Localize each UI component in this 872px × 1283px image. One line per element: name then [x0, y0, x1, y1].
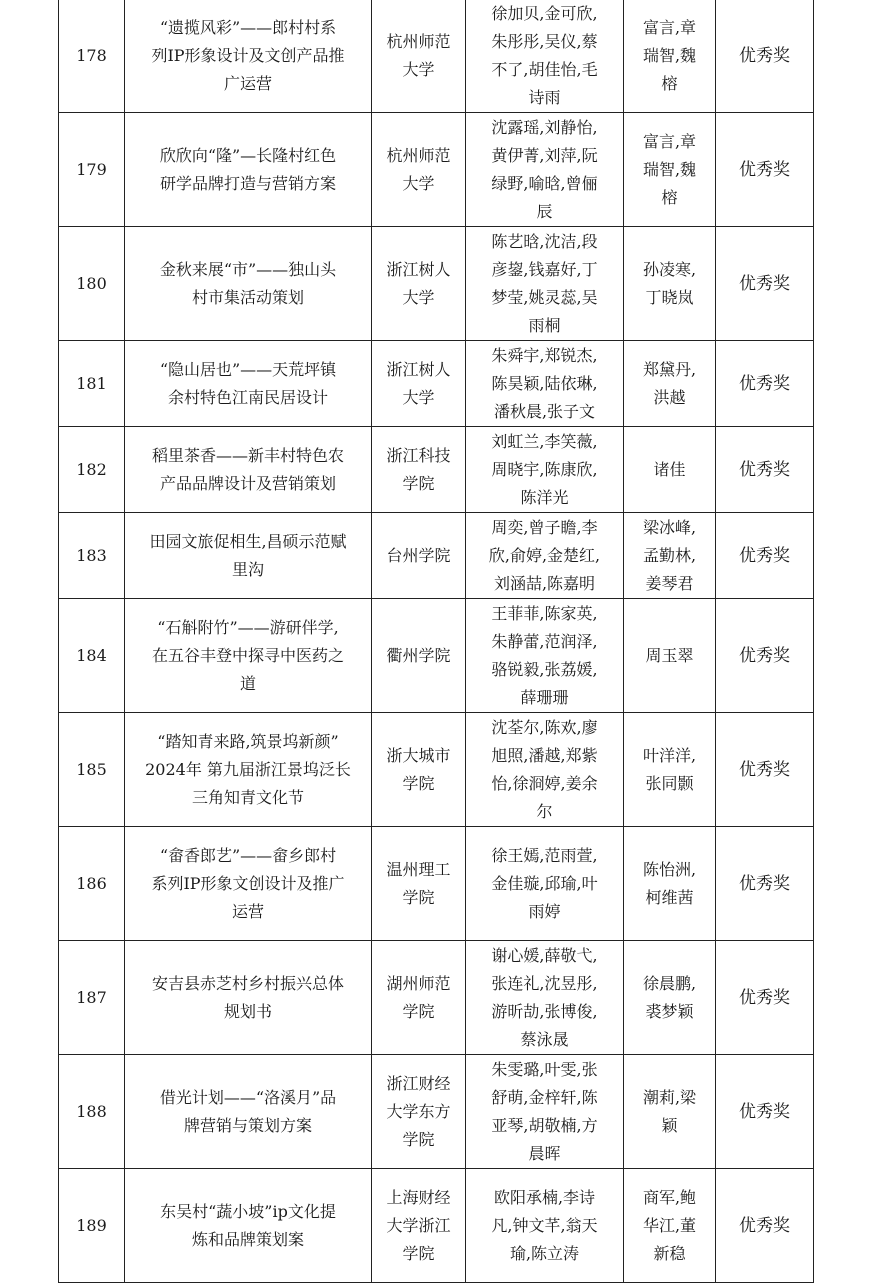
cell-project-name [125, 827, 372, 941]
cell-index [59, 599, 125, 713]
cell-advisors-line: 徐晨鹏, [642, 973, 697, 993]
awards-table-body [59, 0, 814, 1283]
cell-project-name [125, 227, 372, 341]
cell-project-name-line: 稻里茶香——新丰村特色农 [151, 445, 344, 465]
cell-award-text: 优秀奖 [739, 1101, 790, 1122]
cell-team-members-line: 陈洋光 [520, 487, 569, 507]
cell-school-line: 学院 [402, 773, 435, 793]
cell-advisors-line: 瑞智,魏 [642, 159, 697, 179]
cell-project-name-line: 在五谷丰登中探寻中医药之 [151, 645, 344, 665]
cell-team-members-line: 潘秋晨,张子文 [493, 401, 596, 421]
cell-project-name [125, 599, 372, 713]
cell-award [716, 713, 814, 827]
cell-school-line: 学院 [402, 1001, 435, 1021]
cell-advisors [624, 713, 716, 827]
cell-project-name-line: 炼和品牌策划案 [191, 1229, 304, 1249]
cell-school-line: 衢州学院 [386, 645, 451, 665]
cell-project-name-line: 三角知青文化节 [191, 787, 304, 807]
cell-advisors-line: 潮莉,梁 [642, 1087, 697, 1107]
cell-index [59, 0, 125, 113]
cell-team-members [466, 227, 624, 341]
cell-school-line: 温州理工 [386, 859, 451, 879]
table-row [59, 341, 814, 427]
cell-advisors [624, 941, 716, 1055]
cell-advisors-line: 颖 [661, 1115, 678, 1135]
cell-school-line: 大学 [402, 387, 435, 407]
cell-index-text: 180 [76, 273, 107, 293]
cell-team-members-line: 薛珊珊 [520, 687, 569, 707]
cell-project-name-line: “石斛附竹”——游研伴学, [157, 617, 339, 637]
cell-advisors-line: 姜琴君 [645, 573, 694, 593]
cell-team-members-line: 旭照,潘越,郑紫 [491, 745, 598, 765]
cell-advisors-line: 周玉翠 [645, 645, 694, 665]
cell-advisors-line: 丁晓岚 [645, 287, 694, 307]
cell-team-members-line: 梦莹,姚灵蕊,吴 [491, 287, 598, 307]
cell-team-members-line: 凡,钟文芊,翁天 [491, 1215, 598, 1235]
cell-team-members-line: 欣,俞婷,金楚红, [488, 545, 601, 565]
cell-team-members-line: 怡,徐浻婷,姜余 [491, 773, 598, 793]
cell-advisors [624, 341, 716, 427]
table-row [59, 427, 814, 513]
cell-project-name-line: 运营 [231, 901, 264, 921]
awards-table [58, 0, 814, 1283]
cell-team-members-line: 尔 [536, 801, 553, 821]
cell-team-members-line: 黄伊菁,刘萍,阮 [491, 145, 598, 165]
cell-team-members-line: 朱舜宇,郑锐杰, [491, 345, 598, 365]
cell-award-text: 优秀奖 [739, 159, 790, 180]
cell-school-line: 学院 [402, 887, 435, 907]
cell-team-members-line: 徐加贝,金可欣, [491, 3, 598, 23]
cell-index-text: 182 [76, 459, 107, 479]
table-row [59, 513, 814, 599]
cell-index [59, 713, 125, 827]
cell-school-line: 杭州师范 [386, 31, 451, 51]
cell-award-text: 优秀奖 [739, 373, 790, 394]
cell-project-name-line: 道 [239, 673, 256, 693]
cell-award [716, 513, 814, 599]
cell-project-name-line: 2024年 第九届浙江景坞泛长 [145, 759, 351, 779]
cell-school [372, 513, 466, 599]
cell-award-text: 优秀奖 [739, 1215, 790, 1236]
cell-team-members [466, 1055, 624, 1169]
cell-index-text: 184 [76, 645, 107, 665]
cell-index [59, 427, 125, 513]
cell-school [372, 599, 466, 713]
cell-team-members-line: 沈露瑶,刘静怡, [491, 117, 598, 137]
cell-advisors-line: 叶洋洋, [642, 745, 697, 765]
cell-project-name-line: 研学品牌打造与营销方案 [159, 173, 336, 193]
cell-team-members [466, 713, 624, 827]
cell-advisors [624, 599, 716, 713]
cell-school-line: 浙江树人 [386, 359, 451, 379]
cell-award [716, 1169, 814, 1283]
cell-project-name-line: 牌营销与策划方案 [183, 1115, 312, 1135]
cell-team-members-line: 张连礼,沈昱彤, [491, 973, 598, 993]
cell-project-name-line: 金秋来展“市”——独山头 [159, 259, 337, 279]
cell-advisors-line: 郑黛丹, [642, 359, 697, 379]
cell-project-name-line: 列IP形象设计及文创产品推 [151, 45, 345, 65]
cell-school-line: 浙大城市 [386, 745, 451, 765]
cell-school [372, 427, 466, 513]
cell-advisors-line: 孙凌寒, [642, 259, 697, 279]
cell-team-members-line: 彦鋆,钱嘉好,丁 [491, 259, 598, 279]
cell-school-line: 大学 [402, 173, 435, 193]
cell-school [372, 713, 466, 827]
cell-team-members-line: 徐王嫣,范雨萱, [491, 845, 598, 865]
cell-school [372, 113, 466, 227]
cell-team-members-line: 刘虹兰,李笑薇, [491, 431, 598, 451]
table-row [59, 1055, 814, 1169]
table-row [59, 599, 814, 713]
cell-award-text: 优秀奖 [739, 273, 790, 294]
cell-project-name-line: “踏知青来路,筑景坞新颜” [157, 731, 339, 751]
cell-school [372, 827, 466, 941]
cell-team-members-line: 刘涵喆,陈嘉明 [493, 573, 596, 593]
cell-school-line: 大学 [402, 59, 435, 79]
cell-advisors [624, 513, 716, 599]
table-row [59, 713, 814, 827]
table-row [59, 227, 814, 341]
cell-project-name [125, 713, 372, 827]
cell-team-members-line: 亚琴,胡敬楠,方 [491, 1115, 598, 1135]
cell-advisors-line: 榕 [661, 187, 678, 207]
cell-advisors-line: 洪越 [653, 387, 686, 407]
cell-award-text: 优秀奖 [739, 759, 790, 780]
cell-advisors-line: 富言,章 [642, 131, 697, 151]
cell-award-text: 优秀奖 [739, 45, 790, 66]
cell-team-members-line: 蔡泳晟 [520, 1029, 569, 1049]
cell-school [372, 0, 466, 113]
cell-award [716, 427, 814, 513]
cell-project-name-line: “隐山居也”——天荒坪镇 [159, 359, 337, 379]
cell-award [716, 113, 814, 227]
cell-award [716, 0, 814, 113]
cell-advisors-line: 裘梦颖 [645, 1001, 694, 1021]
cell-project-name-line: 东吴村“蔬小坡”ip文化提 [160, 1201, 336, 1221]
cell-project-name [125, 341, 372, 427]
cell-award-text: 优秀奖 [739, 645, 790, 666]
cell-award [716, 941, 814, 1055]
cell-team-members [466, 513, 624, 599]
cell-advisors-line: 商军,鲍 [642, 1187, 697, 1207]
cell-project-name-line: 广运营 [223, 73, 272, 93]
cell-school-line: 浙江财经 [386, 1073, 451, 1093]
cell-project-name-line: 系列IP形象文创设计及推广 [151, 873, 345, 893]
cell-team-members-line: 谢心媛,薛敬弋, [491, 945, 598, 965]
cell-team-members-line: 舒萌,金梓轩,陈 [491, 1087, 598, 1107]
cell-team-members-line: 雨桐 [528, 315, 561, 335]
cell-team-members [466, 341, 624, 427]
cell-advisors [624, 827, 716, 941]
cell-index [59, 227, 125, 341]
cell-project-name [125, 513, 372, 599]
cell-advisors [624, 1169, 716, 1283]
cell-school [372, 341, 466, 427]
cell-index [59, 1055, 125, 1169]
cell-index-text: 187 [76, 987, 107, 1007]
cell-project-name-line: “遗揽风彩”——郎村村系 [159, 17, 337, 37]
cell-project-name-line: 村市集活动策划 [191, 287, 304, 307]
cell-advisors-line: 梁冰峰, [642, 517, 697, 537]
cell-award [716, 599, 814, 713]
cell-advisors-line: 华江,董 [642, 1215, 697, 1235]
cell-award [716, 1055, 814, 1169]
cell-project-name [125, 113, 372, 227]
cell-index-text: 186 [76, 873, 107, 893]
cell-project-name-line: 借光计划——“洛溪月”品 [159, 1087, 337, 1107]
cell-project-name [125, 1055, 372, 1169]
cell-school-line: 大学东方 [386, 1101, 451, 1121]
cell-school [372, 1055, 466, 1169]
cell-school-line: 台州学院 [386, 545, 451, 565]
cell-advisors [624, 113, 716, 227]
cell-project-name-line: 欣欣向“隆”—长隆村红色 [159, 145, 337, 165]
cell-index [59, 341, 125, 427]
cell-school-line: 大学 [402, 287, 435, 307]
cell-team-members-line: 诗雨 [528, 87, 561, 107]
cell-index-text: 183 [76, 545, 107, 565]
cell-team-members-line: 辰 [536, 201, 553, 221]
cell-team-members-line: 朱雯璐,叶雯,张 [491, 1059, 598, 1079]
cell-team-members-line: 雨婷 [528, 901, 561, 921]
cell-school-line: 学院 [402, 473, 435, 493]
cell-index [59, 827, 125, 941]
cell-project-name-line: 产品品牌设计及营销策划 [159, 473, 336, 493]
cell-team-members [466, 0, 624, 113]
cell-team-members-line: 不了,胡佳怡,毛 [491, 59, 598, 79]
cell-advisors-line: 陈怡洲, [642, 859, 697, 879]
cell-project-name [125, 0, 372, 113]
cell-team-members-line: 瑜,陈立涛 [509, 1243, 580, 1263]
cell-team-members-line: 金佳璇,邱瑜,叶 [491, 873, 598, 893]
cell-team-members-line: 绿野,喻晗,曾俪 [491, 173, 598, 193]
cell-project-name-line: “畲香郎艺”——畲乡郎村 [159, 845, 337, 865]
table-row [59, 0, 814, 113]
table-row [59, 941, 814, 1055]
cell-award-text: 优秀奖 [739, 459, 790, 480]
cell-team-members [466, 427, 624, 513]
table-row [59, 827, 814, 941]
cell-school-line: 浙江科技 [386, 445, 451, 465]
cell-advisors-line: 瑞智,魏 [642, 45, 697, 65]
cell-team-members [466, 113, 624, 227]
table-row [59, 1169, 814, 1283]
cell-team-members [466, 827, 624, 941]
cell-award [716, 227, 814, 341]
cell-index-text: 181 [76, 373, 107, 393]
cell-award [716, 827, 814, 941]
cell-index-text: 189 [76, 1215, 107, 1235]
cell-project-name-line: 规划书 [223, 1001, 272, 1021]
cell-award-text: 优秀奖 [739, 545, 790, 566]
cell-team-members-line: 游昕劼,张博俊, [491, 1001, 598, 1021]
cell-advisors [624, 427, 716, 513]
cell-advisors-line: 柯维茜 [645, 887, 694, 907]
cell-advisors [624, 1055, 716, 1169]
cell-school [372, 941, 466, 1055]
cell-team-members [466, 1169, 624, 1283]
cell-index [59, 1169, 125, 1283]
cell-index-text: 188 [76, 1101, 107, 1121]
cell-advisors-line: 榕 [661, 73, 678, 93]
cell-index-text: 179 [76, 159, 107, 179]
cell-advisors [624, 227, 716, 341]
cell-award-text: 优秀奖 [739, 873, 790, 894]
cell-project-name [125, 1169, 372, 1283]
cell-school-line: 学院 [402, 1129, 435, 1149]
cell-advisors-line: 新稳 [653, 1243, 686, 1263]
cell-school-line: 大学浙江 [386, 1215, 451, 1235]
cell-award [716, 341, 814, 427]
cell-index [59, 513, 125, 599]
cell-team-members-line: 陈艺晗,沈洁,段 [491, 231, 598, 251]
cell-team-members-line: 骆锐毅,张荔媛, [491, 659, 598, 679]
cell-advisors-line: 诸佳 [653, 459, 686, 479]
cell-school-line: 上海财经 [386, 1187, 451, 1207]
cell-school-line: 浙江树人 [386, 259, 451, 279]
cell-project-name-line: 安吉县赤芝村乡村振兴总体 [151, 973, 344, 993]
cell-team-members [466, 941, 624, 1055]
table-row [59, 113, 814, 227]
cell-school-line: 学院 [402, 1243, 435, 1263]
cell-school [372, 1169, 466, 1283]
cell-team-members-line: 沈荃尔,陈欢,廖 [491, 717, 598, 737]
cell-project-name-line: 田园文旅促相生,昌硕示范赋 [149, 531, 347, 551]
cell-school-line: 杭州师范 [386, 145, 451, 165]
cell-project-name [125, 941, 372, 1055]
cell-project-name-line: 里沟 [231, 559, 264, 579]
cell-team-members-line: 陈昊颖,陆依琳, [491, 373, 598, 393]
cell-project-name [125, 427, 372, 513]
cell-team-members-line: 欧阳承楠,李诗 [493, 1187, 596, 1207]
cell-index [59, 113, 125, 227]
cell-award-text: 优秀奖 [739, 987, 790, 1008]
cell-index-text: 178 [76, 45, 107, 65]
cell-advisors-line: 孟勤林, [642, 545, 697, 565]
cell-school-line: 湖州师范 [386, 973, 451, 993]
cell-advisors [624, 0, 716, 113]
cell-index-text: 185 [76, 759, 107, 779]
cell-team-members-line: 王菲菲,陈家英, [491, 603, 598, 623]
cell-advisors-line: 张同颢 [645, 773, 694, 793]
cell-team-members-line: 晨晖 [528, 1143, 561, 1163]
cell-team-members-line: 周奕,曾子瞻,李 [491, 517, 598, 537]
cell-team-members-line: 朱静蕾,范润泽, [491, 631, 598, 651]
cell-school [372, 227, 466, 341]
cell-index [59, 941, 125, 1055]
cell-team-members [466, 599, 624, 713]
cell-team-members-line: 朱彤彤,吴仪,蔡 [491, 31, 598, 51]
cell-project-name-line: 余村特色江南民居设计 [167, 387, 328, 407]
cell-advisors-line: 富言,章 [642, 17, 697, 37]
cell-team-members-line: 周晓宇,陈康欣, [491, 459, 598, 479]
